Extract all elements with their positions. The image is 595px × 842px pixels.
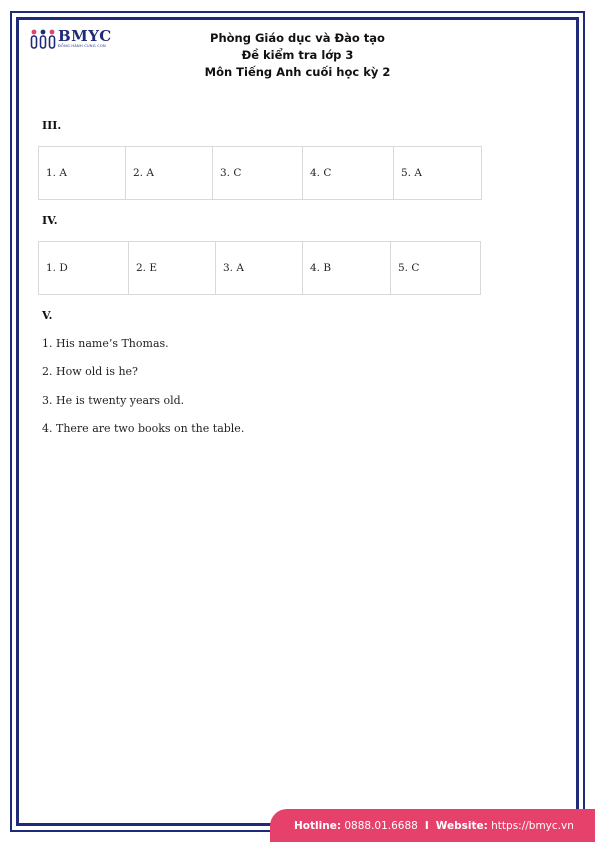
answer-sentence: 3. He is twenty years old. (42, 394, 185, 407)
answer-cell: 3. C (213, 147, 303, 200)
hotline-number[interactable]: 0888.01.6688 (344, 819, 418, 832)
hotline-label: Hotline: (294, 819, 342, 832)
table-row (39, 242, 481, 295)
footer-separator: I (424, 819, 429, 832)
section-4-answer-table (38, 241, 481, 295)
footer-contact-bar (270, 809, 595, 842)
answer-cell: 5. A (394, 147, 482, 200)
answer-cell: 4. B (303, 242, 391, 295)
answer-cell: 4. C (303, 147, 394, 200)
answer-cell: 2. E (129, 242, 216, 295)
answer-cell: 1. D (39, 242, 129, 295)
answer-cell: 3. A (216, 242, 303, 295)
section-3-answer-table (38, 146, 482, 200)
website-label: Website: (435, 819, 488, 832)
header-line-3: Môn Tiếng Anh cuối học kỳ 2 (204, 65, 391, 79)
header-line-1: Phòng Giáo dục và Đào tạo (210, 31, 385, 45)
answer-sentence: 1. His name’s Thomas. (42, 337, 169, 350)
document-header (0, 27, 595, 81)
answer-cell: 5. C (391, 242, 481, 295)
logo-name: BMYC (58, 27, 112, 45)
logo-tagline: ĐỒNG HÀNH CÙNG CON (58, 44, 106, 48)
answer-sentence: 2. How old is he? (42, 365, 138, 378)
answer-sentence: 4. There are two books on the table. (42, 422, 245, 435)
section-5-label: V. (42, 309, 53, 322)
header-line-2: Đề kiểm tra lớp 3 (241, 48, 354, 62)
answer-cell: 2. A (126, 147, 213, 200)
website-link[interactable]: https://bmyc.vn (491, 819, 574, 832)
answer-cell: 1. A (39, 147, 126, 200)
section-4-label: IV. (42, 214, 58, 227)
section-3-label: III. (42, 119, 62, 132)
table-row (39, 147, 482, 200)
